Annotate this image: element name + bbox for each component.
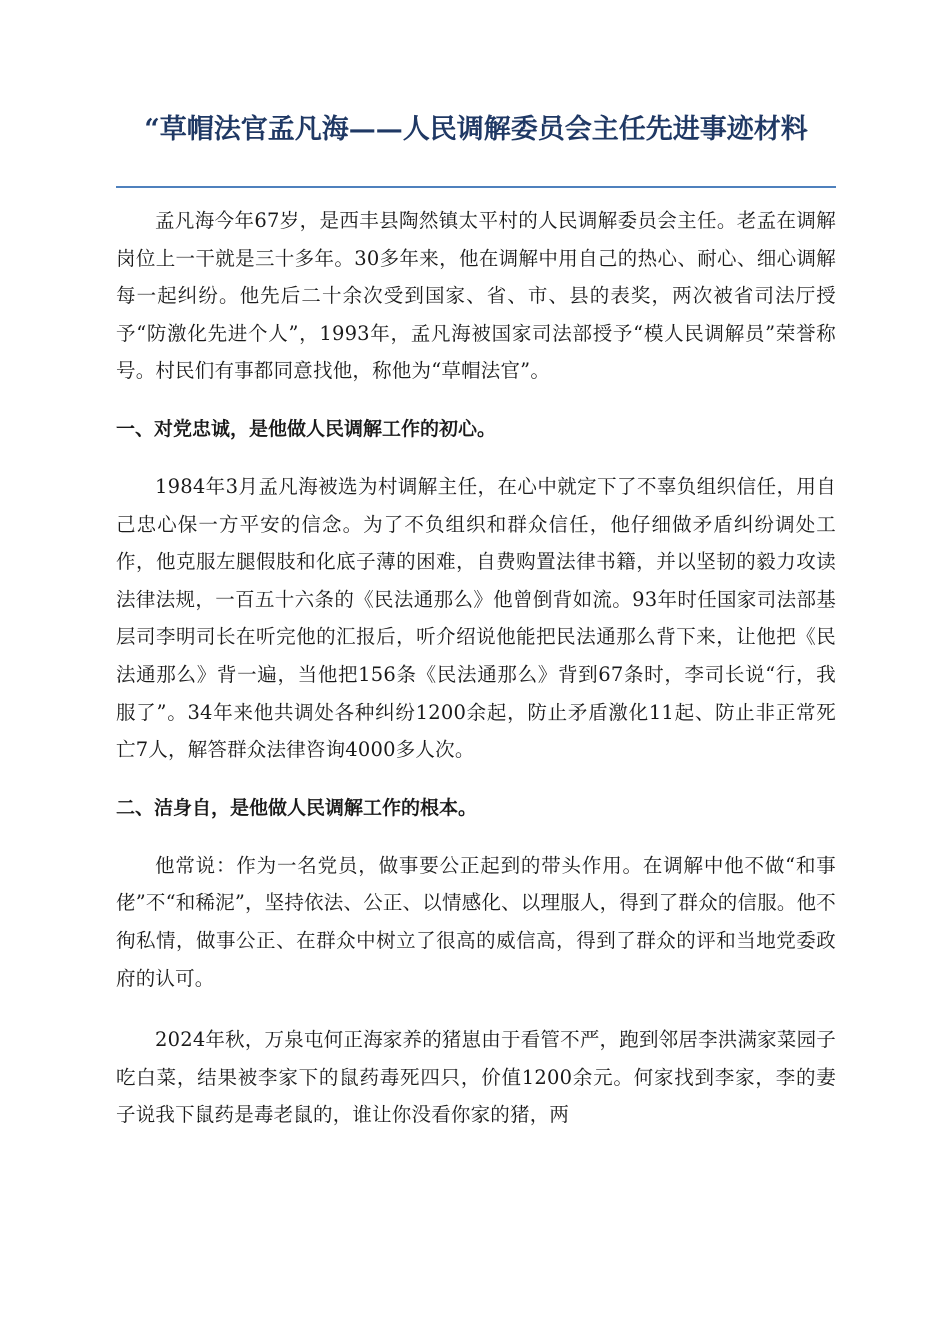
paragraph-section-2: 他常说：作为一名党员，做事要公正起到的带头作用。在调解中他不做“和事佬”不“和稀泥”，坚持依法、公正、以情感化、以理服人，得到了群众的信服。他不徇私情，做事公正、在群众中树立了很高的威信高，得到了群众的评和当地党委政府的认可。 (116, 853, 837, 990)
document-title: “草帽法官孟凡海——人民调解委员会主任先进事迹材料 (144, 114, 808, 145)
paragraph-intro: 孟凡海今年67岁，是西丰县陶然镇太平村的人民调解委员会主任。老孟在调解岗位上一干就是三十多年。30多年来，他在调解中用自己的热心、耐心、细心调解每一起纠纷。他先后二十余次受到国家、省、市、县的表奖，两次被省司法厅授予“防激化先进个人”，1993年，孟凡海被国家司法部授予“模人民调解员”荣誉称号。村民们有事都同意找他，称他为“草帽法官”。 (116, 209, 836, 383)
section-heading-2: 二、洁身自，是他做人民调解工作的根本。 (116, 796, 478, 819)
section-heading-1: 一、对党忠诚，是他做人民调解工作的初心。 (116, 417, 497, 440)
paragraph-section-1: 1984年3月孟凡海被选为村调解主任，在心中就定下了不辜负组织信任，用自己忠心保一方平安的信念。为了不负组织和群众信任，他仔细做矛盾纠纷调处工作，他克服左腿假肢和化底子薄的困难，自费购置法律书籍，并以坚韧的毅力攻读法律法规，一百五十六条的《民法通那么》他曾倒背如流。93年时任国家司法部基层司李明司长在听完他的汇报后，听介绍说他能把民法通那么背下来，让他把《民法通那么》背一遍，当他把156条《民法通那么》背到67条时，李司长说“行，我服了”。34年来他共调处各种纠纷1200余起，防止矛盾激化11起、防止非正常死亡7人，解答群众法律咨询4000多人次。 (116, 474, 836, 762)
document-body (116, 202, 836, 1158)
paragraph-case-story: 2024年秋，万泉屯何正海家养的猪崽由于看管不严，跑到邻居李洪满家菜园子吃白菜，结果被李家下的鼠药毒死四只，价值1200余元。何家找到李家，李的妻子说我下鼠药是毒老鼠的，谁让你没看你家的猪，两 (116, 1028, 836, 1127)
title-underline (116, 186, 836, 188)
